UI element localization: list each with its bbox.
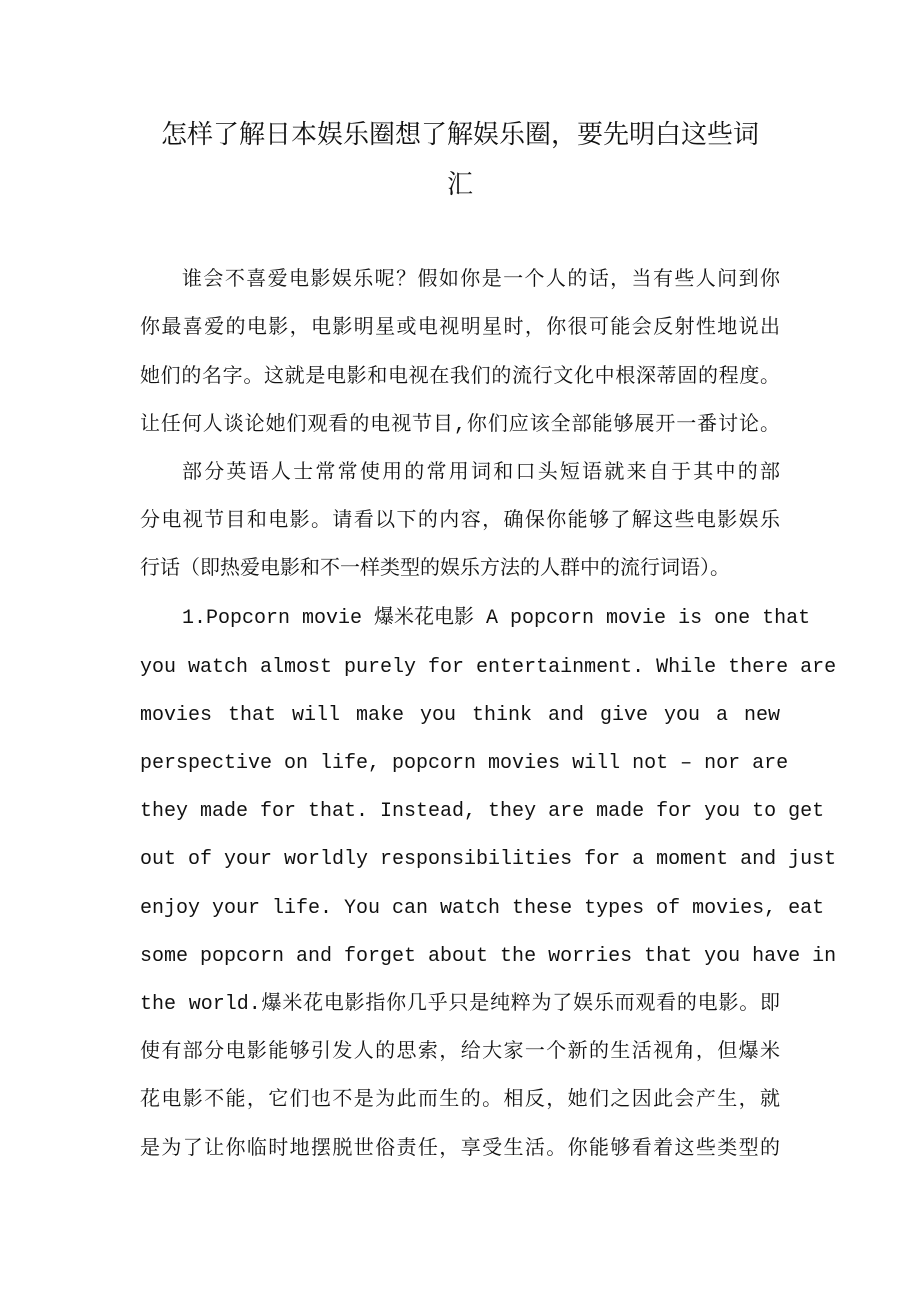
text-line: some popcorn and forget about the worries that you have in	[140, 945, 837, 968]
text-line: 谁会不喜爱电影娱乐呢？假如你是一个人的话，当有些人问到你	[182, 269, 780, 292]
text-line: 你最喜爱的电影，电影明星或电视明星时，你很可能会反射性地说出	[140, 317, 780, 340]
text-line: they made for that. Instead, they are made for you to get	[140, 800, 825, 823]
text-line: the world.爆米花电影指你几乎只是纯粹为了娱乐而观看的电影。即	[140, 993, 780, 1016]
title-line-1: 怎样了解日本娱乐圈想了解娱乐圈，要先明白这些词	[160, 120, 759, 150]
text-line: 让任何人谈论她们观看的电视节目,你们应该全部能够展开一番讨论。	[140, 414, 780, 437]
text-line: 花电影不能，它们也不是为此而生的。相反，她们之因此会产生，就	[140, 1089, 780, 1112]
text-line: out of your worldly responsibilities for a moment and just	[140, 848, 837, 871]
title-line-2: 汇	[446, 170, 473, 200]
text-line: perspective on life, popcorn movies will not – nor are	[140, 752, 789, 775]
text-line: 行话（即热爱电影和不一样类型的娱乐方法的人群中的流行词语）。	[140, 558, 730, 581]
text-line: movies that will make you think and give you a new	[140, 704, 780, 727]
text-line: you watch almost purely for entertainment. While there are	[140, 656, 837, 679]
text-line: enjoy your life. You can watch these types of movies, eat	[140, 897, 825, 920]
text-line: 部分英语人士常常使用的常用词和口头短语就来自于其中的部	[182, 462, 780, 485]
text-line: 1.Popcorn movie 爆米花电影 A popcorn movie is one that	[182, 607, 811, 630]
text-line: 是为了让你临时地摆脱世俗责任，享受生活。你能够看着这些类型的	[140, 1138, 780, 1161]
text-line: 她们的名字。这就是电影和电视在我们的流行文化中根深蒂固的程度。	[140, 366, 780, 389]
text-line: 分电视节目和电影。请看以下的内容，确保你能够了解这些电影娱乐	[140, 510, 780, 533]
text-line: 使有部分电影能够引发人的思索，给大家一个新的生活视角，但爆米	[140, 1041, 780, 1064]
